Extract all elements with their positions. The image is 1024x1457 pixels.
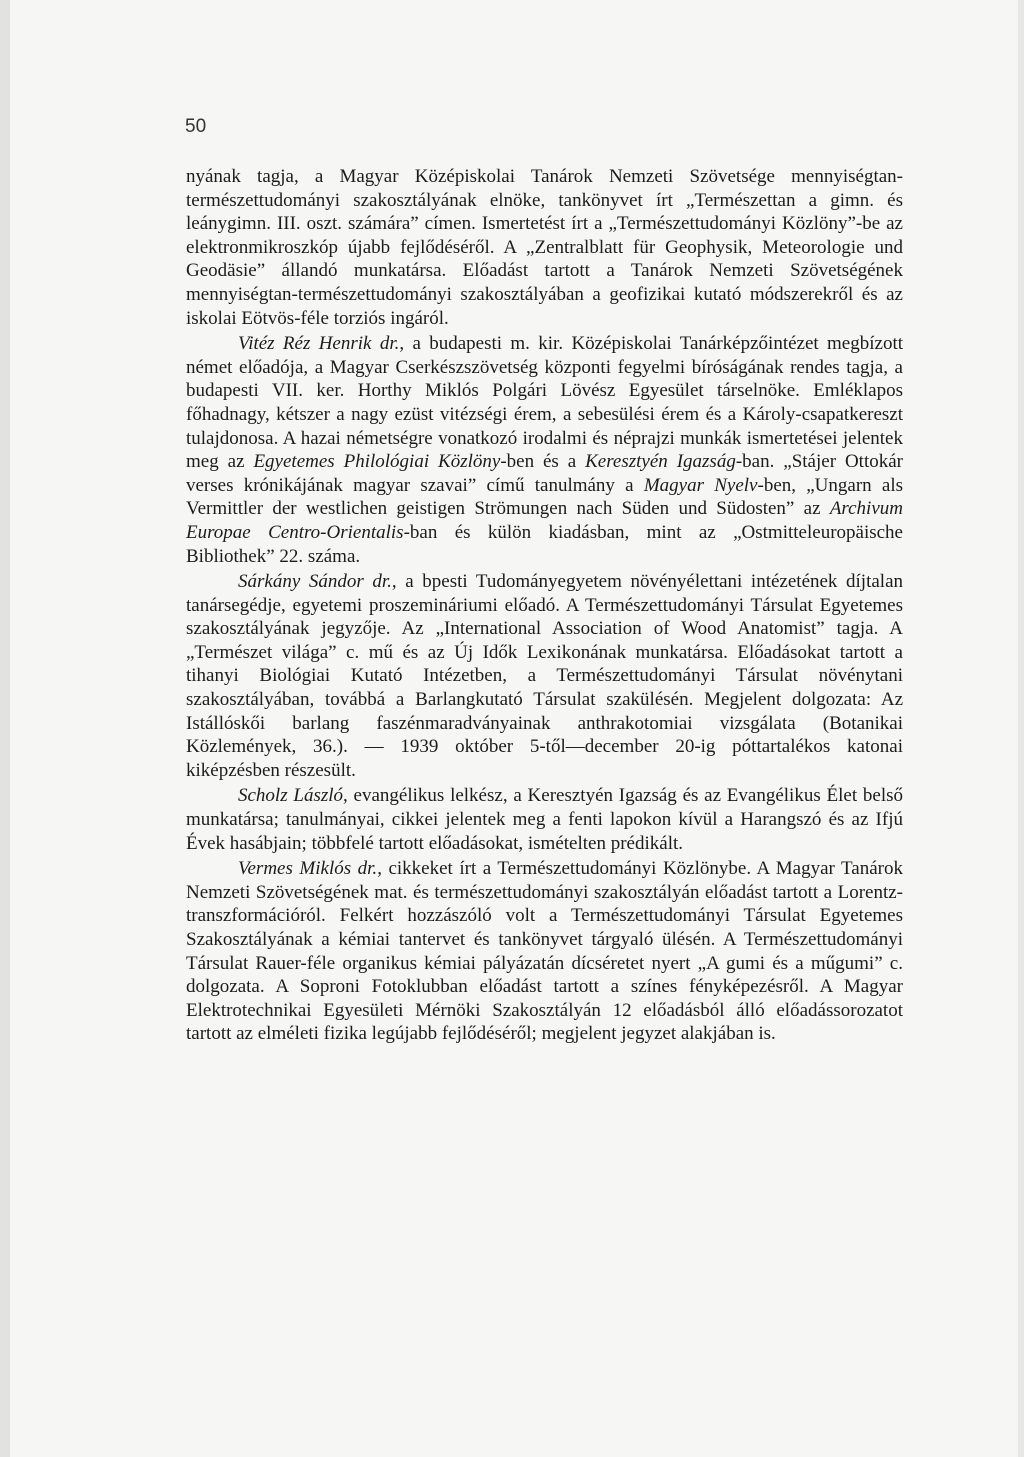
italic-text: Keresztyén Igazság [585,451,736,473]
text-run: , evangélikus lelkész, a Keresztyén Igazság és az Evangélikus Élet belső munkatársa; tanulmányai, cikkei jelentek meg a fenti lapokon kívül a Harangszó és az Ifjú Évek hasábjain; többfelé tartott előadásokat, ismételten prédikált. [186,785,903,854]
text-run: , a budapesti m. kir. Középiskolai Tanárképzőintézet megbízott német előadója, a Magyar Cserkészszövetség központi fegyelmi bíróságának rendes tagja, a budapesti VII. ker. Horthy Miklós Polgári Lövész Egyesület társelnöke. Emléklapos főhadnagy, kétszer a nagy ezüst vitézségi érem, a sebesülési érem és a Károly-csapatkereszt tulajdonosa. A hazai németségre vonatkozó irodalmi és néprajzi munkák ismertetései jelentek meg az [186,333,903,473]
text-run: , a bpesti Tudományegyetem növényélettani intézetének díjtalan tanársegédje, egyetemi proszemináriumi előadó. A Természettudományi Társulat Egyetemes szakosztályának jegyzője. Az „International Association of Wood Anatomist” tagja. A „Természet világa” c. mű és az Új Idők Lexikonának munkatársa. Előadásokat tartott a tihanyi Biológiai Kutató Intézetben, a Természettudományi Társulat növénytani szakosztályában, továbbá a Barlangkutató Társulat szakülésén. Megjelent dolgozata: Az Istállóskői barlang faszénmaradványainak anthrakotomiai vizsgálata (Botanikai Közlemények, 36.). — 1939 október 5-től—december 20-ig póttartalékos katonai kiképzésben részesült. [186,571,904,781]
italic-text: Archivum Europae Centro-Orientalis [186,498,903,543]
paragraph-sarkany-sandor [186,570,903,782]
text-run: -ben, „Ungarn als Vermittler der westlichen geistigen Strömungen nach Süden und Südosten” az [186,474,904,520]
italic-text: Vitéz Réz Henrik dr. [238,333,400,355]
italic-text: Magyar Nyelv [643,474,758,496]
paragraph-scholz-laszlo [186,784,903,855]
text-run: -ban és külön kiadásban, mint az „Ostmitteleuropäische Bibliothek” 22. száma. [186,521,903,567]
paragraph-vermes-miklos [186,857,903,1046]
body-text [186,165,903,1046]
italic-text: Vermes Miklós dr. [238,858,378,880]
page-number: 50 [185,116,207,137]
text-run: -ban. „Stájer Ottokár verses krónikájának magyar szavai” című tanulmány a [186,451,904,496]
italic-text: Scholz László [238,785,344,807]
paragraph-rez-henrik [186,332,903,568]
paragraph-continuation [186,165,903,330]
italic-text: Sárkány Sándor dr. [238,571,392,593]
text-run: nyának tagja, a Magyar Középiskolai Tanárok Nemzeti Szövetsége mennyiségtan-természettudományi szakosztályának elnöke, tankönyvet írt „Természettan a gimn. és leánygimn. III. oszt. számára” címen. Ismertetést írt a „Természettudományi Közlöny”-be az elektronmikroszkóp újabb fejlődéséről. A „Zentralblatt für Geophysik, Meteorologie und Geodäsie” állandó munkatársa. Előadást tartott a Tanárok Nemzeti Szövetségének mennyiségtan-természettudományi szakosztályában a geofizikai kutató módszerekről és az iskolai Eötvös-féle torziós ingáról. [186,166,903,329]
text-run: -ben és a [500,451,586,473]
text-run: , cikkeket írt a Természettudományi Közlönybe. A Magyar Tanárok Nemzeti Szövetségének mat. és természettudományi szakosztályán előadást tartott a Lorentz-transzformációról. Felkért hozzászóló volt a Természettudományi Társulat Egyetemes Szakosztályának a kémiai tantervet és tankönyvet tárgyaló ülésén. A Természettudományi Társulat Rauer-féle organikus kémiai pályázatán dícséretet nyert „A gumi és a műgumi” c. dolgozata. A Soproni Fotoklubban előadást tartott a színes fényképezésről. A Magyar Elektrotechnikai Egyesületi Mérnöki Szakosztályán 12 előadásból álló előadássorozatot tartott az elméleti fizika legújabb fejlődéséről; megjelent jegyzet alakjában is. [186,858,903,1045]
italic-text: Egyetemes Philológiai Közlöny [253,451,501,473]
